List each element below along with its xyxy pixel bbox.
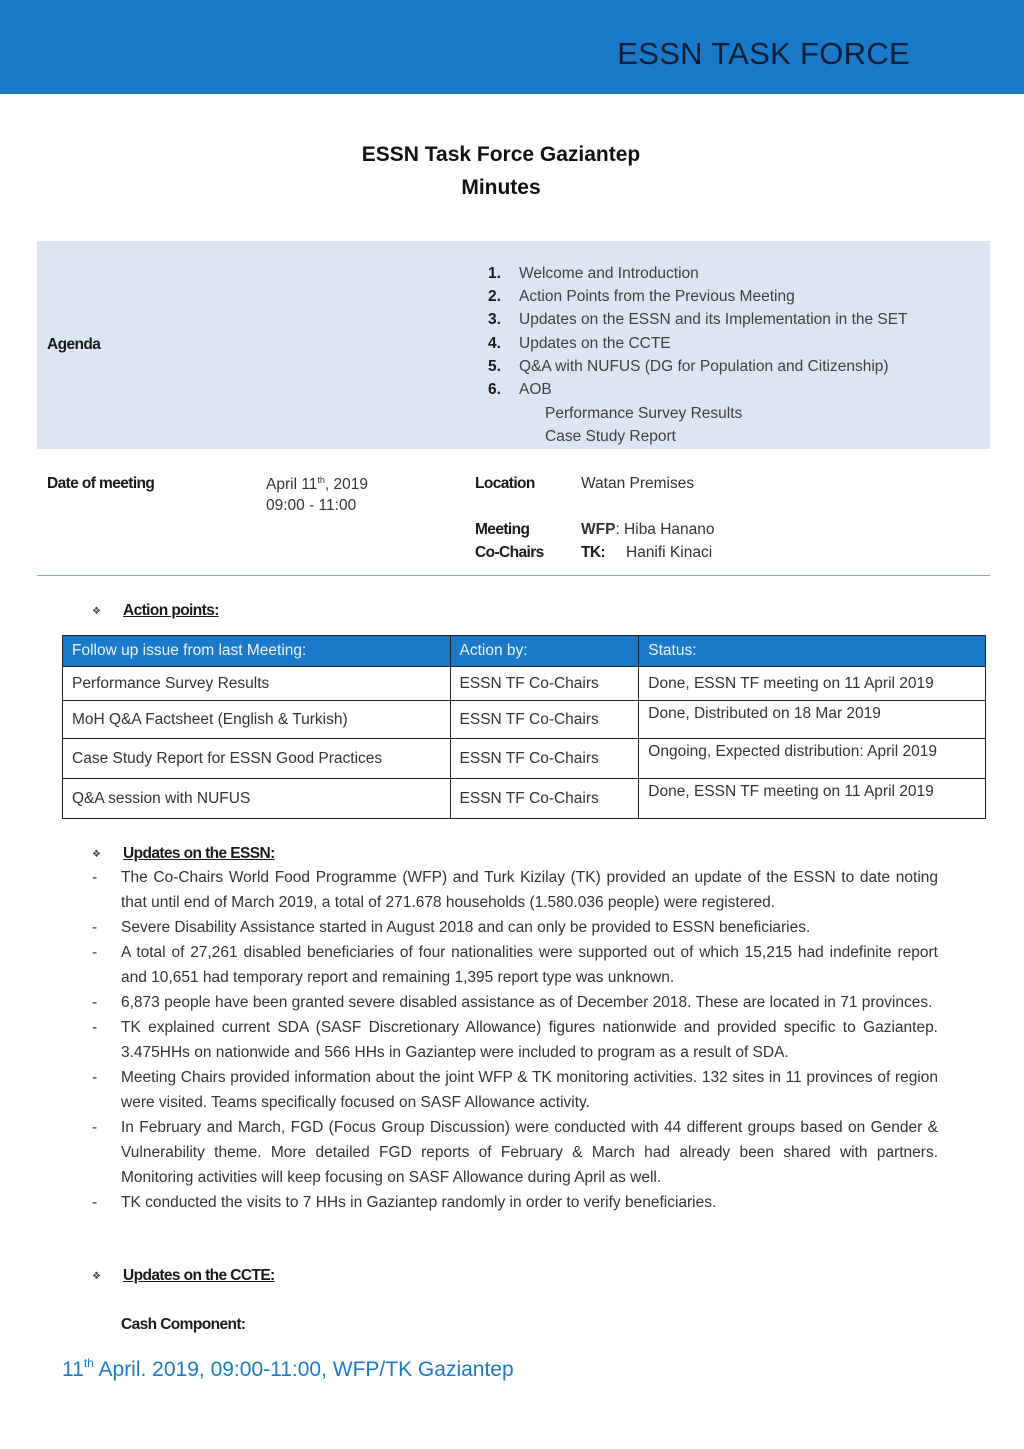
list-item: - TK conducted the visits to 7 HHs in Gaziantep randomly in order to verify beneficiaries. (92, 1194, 717, 1211)
location-label: Location (475, 475, 535, 492)
table-cell: Done, Distributed on 18 Mar 2019 (639, 701, 986, 739)
table-cell: Ongoing, Expected distribution: April 2019 (639, 739, 986, 779)
header-title: ESSN TASK FORCE (617, 36, 910, 71)
agenda-item-number: 3. (488, 311, 501, 329)
location-value: Watan Premises (581, 475, 695, 492)
agenda-item-text: Q&A with NUFUS (DG for Population and Citizenship) (519, 357, 889, 375)
date-superscript: th (317, 475, 325, 485)
bullet-icon: ❖ (92, 606, 101, 617)
table-cell: Q&A session with NUFUS (63, 779, 451, 819)
list-item: - In February and March, FGD (Focus Group Discussion) were conducted with 44 different groups based on Gender & Vulnerability theme. More detailed FGD reports of February & March had already been shared with partners. Monitoring activities will keep focusing on SASF Allowance during April as well. (92, 1119, 938, 1186)
table-row (63, 739, 986, 779)
ccte-updates-heading: Updates on the CCTE: (123, 1267, 275, 1284)
list-item: - Severe Disability Assistance started in August 2018 and can only be provided to ESSN beneficiaries. (92, 919, 811, 936)
agenda-item-number: 1. (488, 265, 501, 282)
essn-updates-heading: Updates on the ESSN: (123, 845, 275, 862)
agenda-item (488, 311, 908, 334)
agenda-item-text: Action Points from the Previous Meeting (519, 288, 795, 306)
agenda-item-text: Updates on the ESSN and its Implementation in the SET (519, 311, 908, 329)
agenda-item-number: 2. (488, 288, 501, 306)
list-item-text: Meeting Chairs provided information about the joint WFP & TK monitoring activities. 132 sites in 11 provinces of region were visited. Teams specifically focused on SASF Allowance activity. (121, 1069, 938, 1111)
list-item: - Meeting Chairs provided information about the joint WFP & TK monitoring activities. 132 sites in 11 provinces of region were visited. Teams specifically focused on SASF Allowance activity. (92, 1069, 938, 1111)
date-suffix: , 2019 (324, 476, 369, 493)
table-cell: ESSN TF Co-Chairs (450, 701, 639, 739)
agenda-subitem: Performance Survey Results (545, 405, 743, 422)
agenda-item-text: AOB (519, 380, 552, 398)
table-cell: Performance Survey Results (63, 667, 451, 701)
date-label: Date of meeting (47, 475, 155, 492)
list-item-text: TK conducted the visits to 7 HHs in Gaziantep randomly in order to verify beneficiaries. (121, 1194, 717, 1211)
table-cell: ESSN TF Co-Chairs (450, 667, 639, 701)
table-row (63, 667, 986, 701)
list-item-text: A total of 27,261 disabled beneficiaries of four nationalities were supported out of which 15,215 had indefinite report and 10,651 had temporary report and remaining 1,395 report type was unknown. (121, 944, 938, 986)
table-cell: ESSN TF Co-Chairs (450, 739, 639, 779)
bullet-icon: ❖ (92, 1271, 101, 1282)
cash-component-label: Cash Component: (121, 1316, 246, 1333)
list-item-text: In February and March, FGD (Focus Group Discussion) were conducted with 44 different groups based on Gender & Vulnerability theme. More detailed FGD reports of February & March had already been shared with partners. Monitoring activities will keep focusing on SASF Allowance during April as well. (121, 1119, 938, 1186)
cochairs-label: Meeting (475, 521, 530, 538)
agenda-item (488, 358, 908, 381)
wfp-value: : Hiba Hanano (615, 521, 715, 538)
essn-updates-list (88, 865, 938, 1215)
table-cell: Done, ESSN TF meeting on 11 April 2019 (639, 779, 986, 819)
list-item: - 6,873 people have been granted severe disabled assistance as of December 2018. These are located in 71 provinces. (92, 994, 933, 1011)
list-item-text: Severe Disability Assistance started in August 2018 and can only be provided to ESSN beneficiaries. (121, 919, 811, 936)
agenda-item (488, 381, 908, 404)
tk-label: TK: (581, 544, 606, 561)
agenda-list (488, 265, 908, 404)
list-item-text: The Co-Chairs World Food Programme (WFP) and Turk Kizilay (TK) provided an update of the ESSN to date noting that until end of March 2019, a total of 271.678 households (1.580.036 people) were registered. (121, 869, 938, 911)
footer-rest: April. 2019, 09:00-11:00, WFP/TK Gaziantep (93, 1358, 514, 1381)
time-value: 09:00 - 11:00 (266, 497, 357, 514)
agenda-item-text: Welcome and Introduction (519, 265, 699, 282)
footer-day: 11 (62, 1358, 84, 1381)
date-prefix: April 11 (266, 476, 318, 493)
table-row (63, 701, 986, 739)
table-cell: ESSN TF Co-Chairs (450, 779, 639, 819)
action-points-heading: Action points: (123, 602, 219, 619)
table-row (63, 779, 986, 819)
document-title: ESSN Task Force Gaziantep (361, 143, 641, 166)
list-item: - A total of 27,261 disabled beneficiaries of four nationalities were supported out of which 15,215 had indefinite report and 10,651 had temporary report and remaining 1,395 report type was unknown. (92, 944, 938, 986)
list-item: - The Co-Chairs World Food Programme (WFP) and Turk Kizilay (TK) provided an update of the ESSN to date noting that until end of March 2019, a total of 271.678 households (1.580.036 people) were registered. (92, 869, 938, 911)
agenda-item-text: Updates on the CCTE (519, 334, 671, 352)
agenda-item (488, 335, 908, 358)
document-subtitle: Minutes (461, 176, 541, 199)
table-cell: MoH Q&A Factsheet (English & Turkish) (63, 701, 451, 739)
tk-value: Hanifi Kinaci (626, 544, 713, 561)
agenda-item (488, 288, 908, 311)
table-header-row (63, 636, 986, 667)
footer-text (62, 1356, 514, 1382)
cochairs-label-2: Co-Chairs (475, 544, 544, 561)
column-header: Status: (639, 636, 986, 667)
agenda-item (488, 265, 908, 288)
meta-divider (37, 575, 990, 576)
list-item: - TK explained current SDA (SASF Discretionary Allowance) figures nationwide and provided specific to Gaziantep. 3.475HHs on nationwide and 566 HHs in Gaziantep were included to program as a result of SDA. (92, 1019, 938, 1061)
agenda-item-number: 5. (488, 357, 501, 375)
table-cell: Case Study Report for ESSN Good Practices (63, 739, 451, 779)
wfp-cochair (581, 521, 715, 539)
agenda-subitem: Case Study Report (545, 428, 676, 445)
footer-day-superscript: th (83, 1356, 94, 1370)
action-points-table (62, 635, 986, 819)
list-item-text: 6,873 people have been granted severe disabled assistance as of December 2018. These are located in 71 provinces. (121, 994, 933, 1011)
agenda-label: Agenda (47, 336, 101, 353)
agenda-item-number: 4. (488, 334, 501, 352)
bullet-icon: ❖ (92, 849, 101, 860)
agenda-item-number: 6. (488, 380, 501, 398)
table-cell: Done, ESSN TF meeting on 11 April 2019 (639, 667, 986, 701)
list-item-text: TK explained current SDA (SASF Discretionary Allowance) figures nationwide and provided specific to Gaziantep. 3.475HHs on nationwide and 566 HHs in Gaziantep were included to program as a result of SDA. (121, 1019, 938, 1061)
column-header: Follow up issue from last Meeting: (63, 636, 451, 667)
date-value (266, 475, 368, 494)
wfp-label: WFP (581, 521, 616, 538)
column-header: Action by: (450, 636, 639, 667)
